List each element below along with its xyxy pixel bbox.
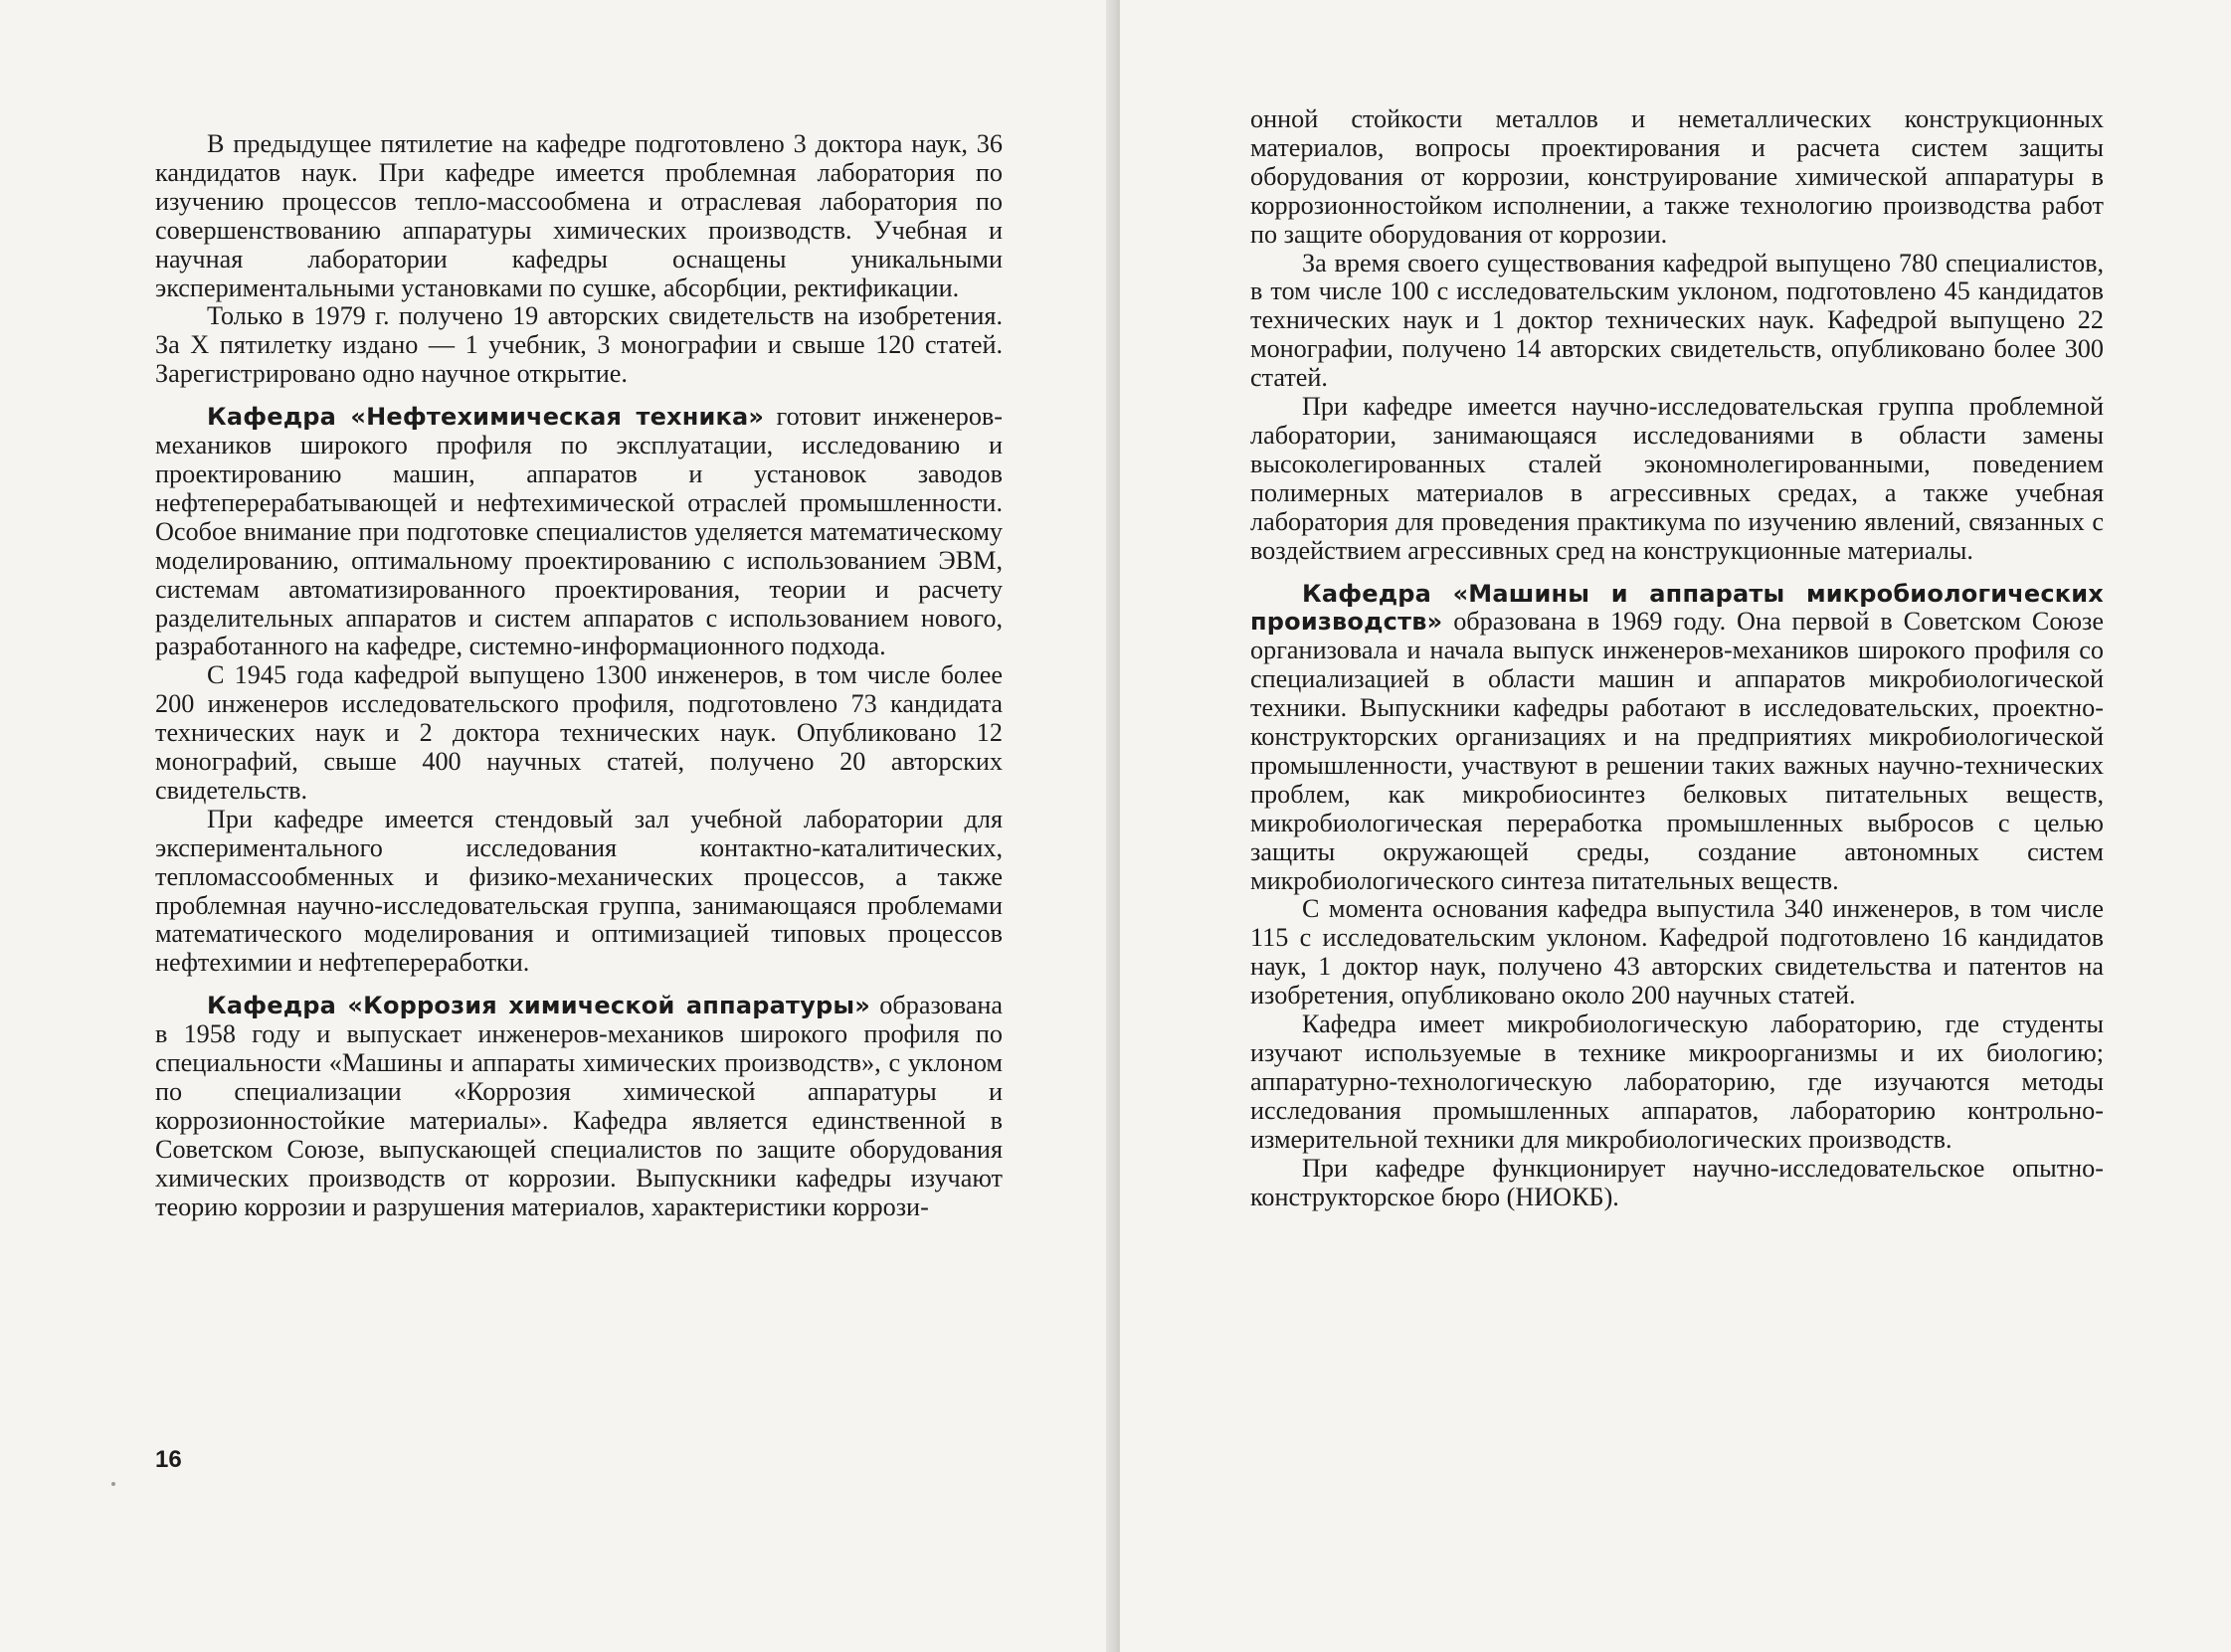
department-heading: Кафедра «Машины и аппараты микробиологических производств» bbox=[1250, 579, 2104, 637]
left-page bbox=[0, 0, 1112, 1652]
page-number: 16 bbox=[155, 1446, 182, 1473]
paragraph-text: С 1945 года кафедрой выпущено 1300 инженеров, в том числе более 200 инженеров исследовательского профиля, подготовлено 73 кандидата технических наук и 2 доктора технических наук. Опубликовано 12 монографий, свыше 400 научных статей, получено 20 авторских свидетельств. bbox=[155, 660, 1003, 805]
paragraph bbox=[1250, 1155, 2104, 1212]
paragraph-text: Кафедра имеет микробиологическую лабораторию, где студенты изучают используемые в технике микроорганизмы и их биологию; аппаратурно-технологическую лабораторию, где изучаются методы исследования промышленных аппаратов, лабораторию контрольно-измерительной техники для микробиологических производств. bbox=[1250, 1010, 2104, 1154]
paragraph bbox=[1250, 105, 2104, 250]
right-page-text bbox=[1250, 105, 2104, 1211]
paragraph bbox=[1250, 393, 2104, 565]
paragraph bbox=[1250, 250, 2104, 394]
scan-speck bbox=[111, 1482, 115, 1486]
paragraph-text: онной стойкости металлов и неметаллических конструкционных материалов, вопросы проектирования и расчета систем защиты оборудования от коррозии, конструирование химической аппаратуры в коррозионностойком исполнении, а также технологию производства работ по защите оборудования от коррозии. bbox=[1250, 104, 2104, 249]
paragraph-text: При кафедре имеется стендовый зал учебной лаборатории для экспериментального исследования контактно-каталитических, тепломассообменных и физико-механических процессов, а также проблемная научно-исследовательская группа, занимающаяся проблемами математического моделирования и оптимизацией типовых процессов нефтехимии и нефтепереработки. bbox=[155, 804, 1003, 978]
paragraph-text: Только в 1979 г. получено 19 авторских свидетельств на изобретения. За X пятилетку издано — 1 учебник, 3 монографии и свыше 120 статей. Зарегистрировано одно научное открытие. bbox=[155, 301, 1003, 389]
department-heading: Кафедра «Коррозия химической аппаратуры» bbox=[207, 992, 870, 1020]
paragraph bbox=[155, 130, 1003, 302]
paragraph-text: образована в 1958 году и выпускает инженеров-механиков широкого профиля по специальности «Машины и аппараты химических производств», с уклоном по специализации «Коррозия химической аппаратуры и коррозионностойкие материалы». Кафедра является единственной в Советском Союзе, выпускающей специалистов по защите оборудования химических производств от коррозии. Выпускники кафедры изучают теорию коррозии и разрушения материалов, характеристики коррози- bbox=[155, 991, 1004, 1221]
paragraph bbox=[1250, 1010, 2104, 1155]
paragraph-text: образована в 1969 году. Она первой в Советском Союзе организовала и начала выпуск инженеров-механиков широкого профиля со специализацией в области машин и аппаратов микробиологической техники. Выпускники кафедры работают в исследовательских, проектно-конструкторских организациях и на предприятиях микробиологической промышленности, участвуют в решении таких важных научно-технических проблем, как микробиосинтез белковых питательных веществ, микробиологическая переработка промышленных выбросов с целью защиты окружающей среды, создание автономных систем микробиологического синтеза питательных веществ. bbox=[1250, 607, 2104, 895]
paragraph bbox=[1250, 895, 2104, 1010]
paragraph bbox=[155, 302, 1003, 389]
paragraph bbox=[155, 992, 1003, 1221]
paragraph-text: В предыдущее пятилетие на кафедре подготовлено 3 доктора наук, 36 кандидатов наук. При кафедре имеется проблемная лаборатория по изучению процессов тепло-массообмена и отраслевая лаборатория по совершенствованию аппаратуры химических производств. Учебная и научная лаборатории кафедры оснащены уникальными экспериментальными установками по сушке, абсорбции, ректификации. bbox=[155, 129, 1003, 302]
paragraph-text: С момента основания кафедра выпустила 340 инженеров, в том числе 115 с исследовательским уклоном. Кафедрой подготовлено 16 кандидатов наук, 1 доктор наук, получено 43 авторских свидетельства и патентов на изобретения, опубликовано около 200 научных статей. bbox=[1250, 894, 2104, 1010]
left-page-text bbox=[155, 130, 1003, 1222]
paragraph-text: При кафедре функционирует научно-исследовательское опытно-конструкторское бюро (НИОКБ). bbox=[1250, 1153, 2104, 1211]
paragraph bbox=[155, 806, 1003, 978]
paragraph-text: готовит инженеров-механиков широкого профиля по эксплуатации, исследованию и проектированию машин, аппаратов и установок заводов нефтеперерабатывающей и нефтехимической отраслей промышленности. Особое внимание при подготовке специалистов уделяется математическому моделированию, оптимальному проектированию с использованием ЭВМ, системам автоматизированного проектирования, теории и расчету разделительных аппаратов и систем аппаратов с использованием нового, разработанного на кафедре, системно-информационного подхода. bbox=[155, 402, 1003, 661]
paragraph bbox=[1250, 580, 2104, 896]
paragraph-text: За время своего существования кафедрой выпущено 780 специалистов, в том числе 100 с исследовательским уклоном, подготовлено 45 кандидатов технических наук и 1 доктор технических наук. Кафедрой выпущено 22 монографии, получено 14 авторских свидетельств, опубликовано более 300 статей. bbox=[1250, 248, 2104, 393]
paragraph bbox=[155, 661, 1003, 806]
department-heading: Кафедра «Нефтехимическая техника» bbox=[207, 403, 765, 432]
paragraph-text: При кафедре имеется научно-исследовательская группа проблемной лаборатории, занимающаяся исследованиями в области замены высоколегированных сталей экономнолегированными, поведением полимерных материалов в агрессивных средах, а также учебная лаборатория для проведения практикума по изучению явлений, связанных с воздействием агрессивных сред на конструкционные материалы. bbox=[1250, 392, 2104, 565]
right-page bbox=[1120, 0, 2231, 1652]
paragraph bbox=[155, 403, 1003, 661]
